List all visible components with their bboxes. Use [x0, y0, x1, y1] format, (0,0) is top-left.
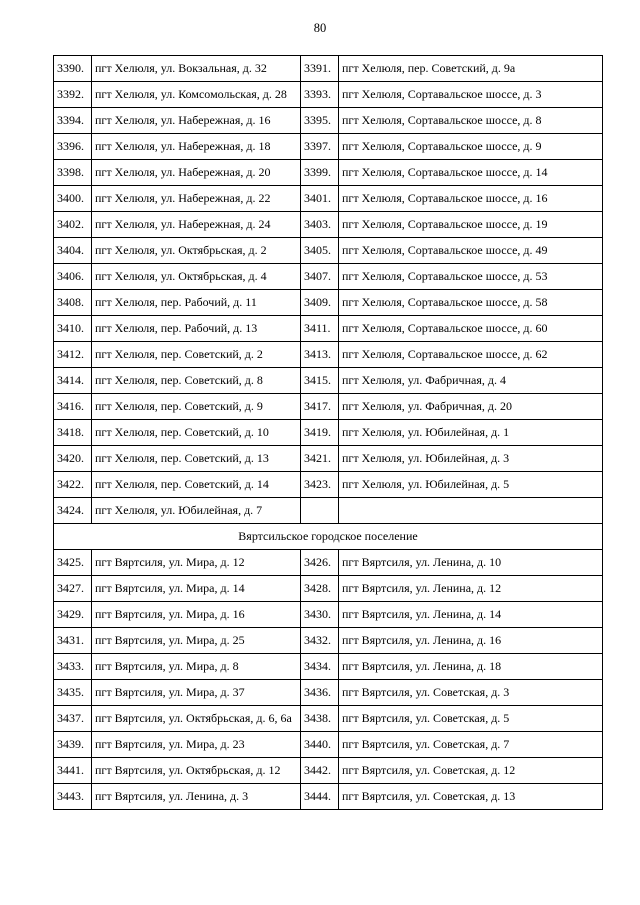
address-cell: пгт Хелюля, Сортавальское шоссе, д. 19 — [339, 212, 603, 238]
table-row — [54, 82, 603, 108]
table-row — [54, 186, 603, 212]
address-cell: пгт Хелюля, пер. Рабочий, д. 13 — [92, 316, 301, 342]
entry-number: 3418. — [54, 420, 92, 446]
address-cell: пгт Вяртсиля, ул. Мира, д. 16 — [92, 602, 301, 628]
address-cell: пгт Хелюля, ул. Юбилейная, д. 3 — [339, 446, 603, 472]
address-cell: пгт Хелюля, пер. Советский, д. 2 — [92, 342, 301, 368]
entry-number: 3391. — [301, 56, 339, 82]
entry-number: 3437. — [54, 706, 92, 732]
address-cell: пгт Вяртсиля, ул. Советская, д. 5 — [339, 706, 603, 732]
table-row — [54, 394, 603, 420]
entry-number: 3430. — [301, 602, 339, 628]
entry-number: 3404. — [54, 238, 92, 264]
address-cell: пгт Хелюля, Сортавальское шоссе, д. 58 — [339, 290, 603, 316]
address-cell: пгт Вяртсиля, ул. Советская, д. 12 — [339, 758, 603, 784]
entry-number: 3392. — [54, 82, 92, 108]
address-cell: пгт Хелюля, пер. Рабочий, д. 11 — [92, 290, 301, 316]
entry-number: 3427. — [54, 576, 92, 602]
address-cell: пгт Вяртсиля, ул. Ленина, д. 16 — [339, 628, 603, 654]
address-cell: пгт Хелюля, Сортавальское шоссе, д. 16 — [339, 186, 603, 212]
address-cell: пгт Хелюля, ул. Набережная, д. 20 — [92, 160, 301, 186]
address-cell: пгт Вяртсиля, ул. Ленина, д. 3 — [92, 784, 301, 810]
address-cell: пгт Вяртсиля, ул. Октябрьская, д. 12 — [92, 758, 301, 784]
address-cell: пгт Хелюля, пер. Советский, д. 9 — [92, 394, 301, 420]
entry-number: 3423. — [301, 472, 339, 498]
entry-number: 3406. — [54, 264, 92, 290]
entry-number: 3439. — [54, 732, 92, 758]
address-table — [53, 55, 603, 810]
table-row — [54, 628, 603, 654]
entry-number: 3395. — [301, 108, 339, 134]
entry-number: 3441. — [54, 758, 92, 784]
address-cell: пгт Вяртсиля, ул. Советская, д. 7 — [339, 732, 603, 758]
address-cell: пгт Вяртсиля, ул. Ленина, д. 18 — [339, 654, 603, 680]
table-row — [54, 342, 603, 368]
address-cell: пгт Хелюля, ул. Вокзальная, д. 32 — [92, 56, 301, 82]
address-cell: пгт Вяртсиля, ул. Мира, д. 23 — [92, 732, 301, 758]
entry-number: 3428. — [301, 576, 339, 602]
entry-number: 3390. — [54, 56, 92, 82]
table-row — [54, 264, 603, 290]
entry-number: 3421. — [301, 446, 339, 472]
address-cell: пгт Хелюля, ул. Октябрьская, д. 2 — [92, 238, 301, 264]
address-cell: пгт Хелюля, пер. Советский, д. 8 — [92, 368, 301, 394]
entry-number: 3420. — [54, 446, 92, 472]
entry-number: 3443. — [54, 784, 92, 810]
address-cell: пгт Хелюля, Сортавальское шоссе, д. 9 — [339, 134, 603, 160]
entry-number: 3415. — [301, 368, 339, 394]
address-cell: пгт Вяртсиля, ул. Ленина, д. 14 — [339, 602, 603, 628]
address-cell: пгт Хелюля, Сортавальское шоссе, д. 8 — [339, 108, 603, 134]
entry-number: 3396. — [54, 134, 92, 160]
table-row — [54, 732, 603, 758]
entry-number: 3407. — [301, 264, 339, 290]
address-cell: пгт Вяртсиля, ул. Советская, д. 3 — [339, 680, 603, 706]
table-row — [54, 238, 603, 264]
address-cell: пгт Вяртсиля, ул. Мира, д. 12 — [92, 550, 301, 576]
entry-number — [301, 498, 339, 524]
table-row — [54, 654, 603, 680]
entry-number: 3435. — [54, 680, 92, 706]
table-row — [54, 706, 603, 732]
entry-number: 3409. — [301, 290, 339, 316]
address-cell: пгт Хелюля, ул. Юбилейная, д. 1 — [339, 420, 603, 446]
table-row — [54, 56, 603, 82]
address-cell: пгт Хелюля, пер. Советский, д. 13 — [92, 446, 301, 472]
entry-number: 3432. — [301, 628, 339, 654]
entry-number: 3400. — [54, 186, 92, 212]
entry-number: 3433. — [54, 654, 92, 680]
entry-number: 3426. — [301, 550, 339, 576]
entry-number: 3434. — [301, 654, 339, 680]
address-cell — [339, 498, 603, 524]
address-table-body-top — [54, 56, 603, 524]
address-cell: пгт Хелюля, пер. Советский, д. 14 — [92, 472, 301, 498]
address-cell: пгт Хелюля, Сортавальское шоссе, д. 62 — [339, 342, 603, 368]
table-row — [54, 134, 603, 160]
table-row — [54, 368, 603, 394]
entry-number: 3419. — [301, 420, 339, 446]
address-cell: пгт Хелюля, пер. Советский, д. 9а — [339, 56, 603, 82]
address-cell: пгт Хелюля, ул. Набережная, д. 22 — [92, 186, 301, 212]
address-cell: пгт Хелюля, Сортавальское шоссе, д. 14 — [339, 160, 603, 186]
address-cell: пгт Хелюля, ул. Юбилейная, д. 5 — [339, 472, 603, 498]
table-row — [54, 212, 603, 238]
entry-number: 3401. — [301, 186, 339, 212]
table-row — [54, 550, 603, 576]
address-cell: пгт Хелюля, ул. Фабричная, д. 4 — [339, 368, 603, 394]
address-cell: пгт Хелюля, ул. Набережная, д. 16 — [92, 108, 301, 134]
address-cell: пгт Хелюля, ул. Набережная, д. 18 — [92, 134, 301, 160]
table-row — [54, 446, 603, 472]
page-number: 80 — [313, 21, 327, 35]
entry-number: 3422. — [54, 472, 92, 498]
entry-number: 3417. — [301, 394, 339, 420]
address-cell: пгт Хелюля, пер. Советский, д. 10 — [92, 420, 301, 446]
table-row — [54, 498, 603, 524]
address-cell: пгт Хелюля, ул. Комсомольская, д. 28 — [92, 82, 301, 108]
table-row — [54, 784, 603, 810]
address-cell: пгт Хелюля, Сортавальское шоссе, д. 60 — [339, 316, 603, 342]
entry-number: 3442. — [301, 758, 339, 784]
address-cell: пгт Хелюля, Сортавальское шоссе, д. 53 — [339, 264, 603, 290]
table-row — [54, 602, 603, 628]
table-row — [54, 758, 603, 784]
entry-number: 3403. — [301, 212, 339, 238]
section-title: Вяртсильское городское поселение — [54, 524, 603, 550]
entry-number: 3416. — [54, 394, 92, 420]
table-row — [54, 290, 603, 316]
table-row — [54, 472, 603, 498]
section-row — [54, 524, 603, 550]
section-header-row-group — [54, 524, 603, 550]
table-row — [54, 108, 603, 134]
entry-number: 3429. — [54, 602, 92, 628]
address-cell: пгт Вяртсиля, ул. Ленина, д. 10 — [339, 550, 603, 576]
entry-number: 3405. — [301, 238, 339, 264]
address-cell: пгт Вяртсиля, ул. Мира, д. 14 — [92, 576, 301, 602]
entry-number: 3408. — [54, 290, 92, 316]
table-row — [54, 316, 603, 342]
entry-number: 3413. — [301, 342, 339, 368]
address-table-body-bottom — [54, 550, 603, 810]
table-row — [54, 420, 603, 446]
address-cell: пгт Вяртсиля, ул. Советская, д. 13 — [339, 784, 603, 810]
table-row — [54, 680, 603, 706]
entry-number: 3411. — [301, 316, 339, 342]
entry-number: 3436. — [301, 680, 339, 706]
address-cell: пгт Хелюля, ул. Набережная, д. 24 — [92, 212, 301, 238]
table-row — [54, 576, 603, 602]
entry-number: 3431. — [54, 628, 92, 654]
address-cell: пгт Вяртсиля, ул. Мира, д. 25 — [92, 628, 301, 654]
entry-number: 3399. — [301, 160, 339, 186]
address-cell: пгт Вяртсиля, ул. Октябрьская, д. 6, 6а — [92, 706, 301, 732]
entry-number: 3397. — [301, 134, 339, 160]
entry-number: 3394. — [54, 108, 92, 134]
entry-number: 3412. — [54, 342, 92, 368]
entry-number: 3444. — [301, 784, 339, 810]
address-cell: пгт Хелюля, Сортавальское шоссе, д. 49 — [339, 238, 603, 264]
entry-number: 3414. — [54, 368, 92, 394]
address-cell: пгт Вяртсиля, ул. Мира, д. 8 — [92, 654, 301, 680]
entry-number: 3393. — [301, 82, 339, 108]
address-cell: пгт Хелюля, ул. Фабричная, д. 20 — [339, 394, 603, 420]
address-cell: пгт Хелюля, ул. Юбилейная, д. 7 — [92, 498, 301, 524]
address-cell: пгт Хелюля, Сортавальское шоссе, д. 3 — [339, 82, 603, 108]
address-cell: пгт Вяртсиля, ул. Ленина, д. 12 — [339, 576, 603, 602]
entry-number: 3440. — [301, 732, 339, 758]
entry-number: 3424. — [54, 498, 92, 524]
entry-number: 3402. — [54, 212, 92, 238]
address-cell: пгт Хелюля, ул. Октябрьская, д. 4 — [92, 264, 301, 290]
entry-number: 3438. — [301, 706, 339, 732]
entry-number: 3398. — [54, 160, 92, 186]
address-cell: пгт Вяртсиля, ул. Мира, д. 37 — [92, 680, 301, 706]
entry-number: 3425. — [54, 550, 92, 576]
entry-number: 3410. — [54, 316, 92, 342]
table-row — [54, 160, 603, 186]
